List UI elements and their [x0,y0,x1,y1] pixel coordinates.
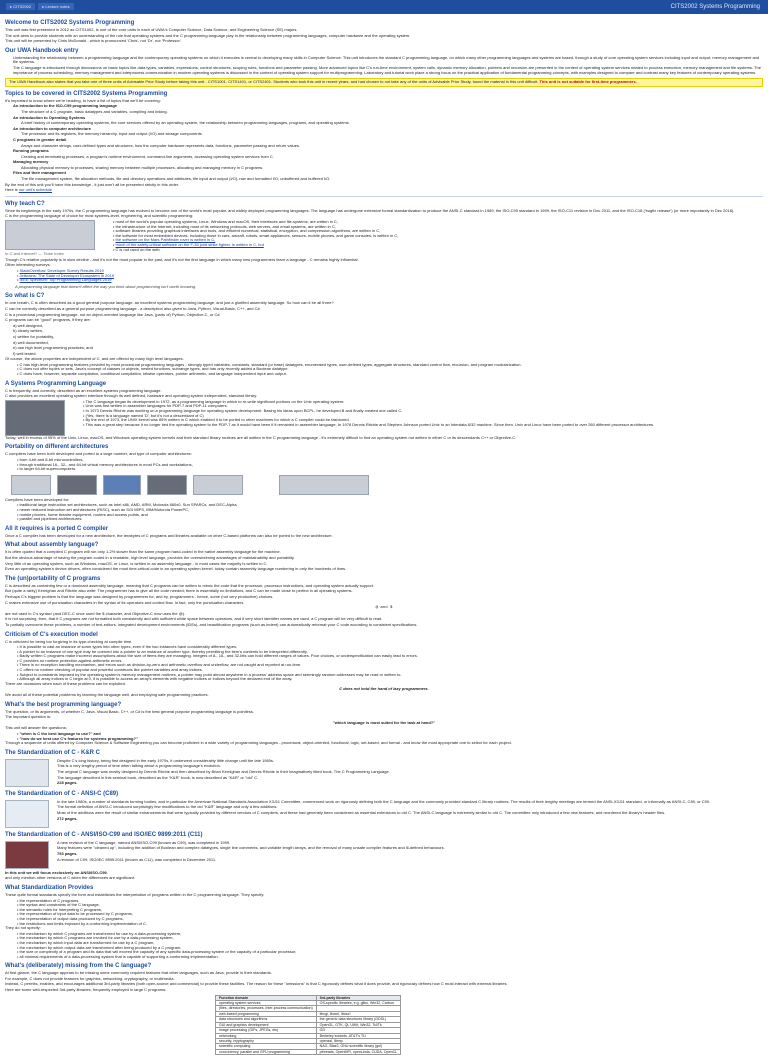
unportability-paragraph-2: But (quite a rarity) Kernighan and Ritchie also write: The programmer has to give all the code needed; there is essentially no limitations, and C can be made close to perfect in all operating systems. [5,588,353,594]
list-item: • Unix was first written in assembler languages for PDP-7 and PDP-11 computers. [83,404,654,409]
section-title-kr-c: The Standardization of C - K&R C [5,749,100,756]
section-title-why-c: Why teach C? [5,200,45,207]
microchip-image [279,475,369,495]
list-item: • through traditional 16-, 32-, and 64-bit virtual memory architectures in most PCs and workstations, [17,463,763,468]
topic-description: A brief history of contemporary operating systems, the core services offered by an operating system, the relationship between programming languages, programs, and operating systems. [21,120,350,126]
list-item: e) use high level programming practices, and [13,345,93,351]
list-item [17,278,763,283]
syslang-paragraph-2: C also provides an excellent operating system interface through its well defined, hardware and operating system independent, standard library. [5,393,258,399]
prerequisite-notice [5,78,763,87]
list-item: • parallel and pipelined architectures. [17,517,763,522]
list-item: d) well documented, [13,339,49,345]
list-item: • By the end of 1973, the UNIX kernel was 85% written in C which enabled it to be ported to other machines for which a C compiler could be fashioned. [83,418,654,423]
topics-outro: By the end of this unit you'll have this knowledge - it just won't all be presented strictly in this order. [5,181,180,187]
server-rack-image [57,475,97,495]
handbook-paragraph-1: Understanding the relationship between a programming language and the contemporary operating systems on which it executes is central to developing many skills in Computer Science. This unit introduces the standard C programming language, on which many other programming languages and systems are based, through a study of core operating system services including input and output, memory management and file systems. [13,54,760,65]
c99-paragraph-2: Many features were "cleaned up", including the addition of Boolean and complex datatypes, single line comments, and variable length arrays, and the removal of many unsafe compiler features and ill-defined behaviours. [57,845,445,851]
portability-paragraph-2: Compilers have been developed for: [5,496,70,502]
function-domain-cell: operating system services [216,1001,317,1006]
section-title-topics: Topics to be covered in CITS2002 Systems Programming [5,90,168,97]
section-title-best-language: What's the best programming language? [5,701,122,708]
criticism-paragraph-1: C is criticized for being too forgiving in its type-checking at compile time. [5,638,133,644]
schedule-link[interactable]: our unit's schedule [18,187,53,193]
table-header: Function domain [216,995,317,1000]
topic-heading: Managing memory [13,159,49,165]
library-cell: pthreads, OpenMPI, openLinda, CUDA, OpenCL [316,1049,401,1054]
missing-paragraph-4: Here are some well-respected 3rd-party libraries, frequently employed in large C programs: [5,987,167,993]
so-what-paragraph-1: In one breath, C is often described as a good general purpose language, an excellent systems programming language, and just a glorified assembly language. So how can it be all three? [5,300,334,306]
kr-c-paragraph-2: This is a very lengthy period of time when talking about a programming language's evolution. [57,763,221,769]
section-title-standardization: What Standardization Provides [5,884,94,891]
c99-text [57,841,445,869]
library-cell: GD [316,1028,401,1033]
topic-heading: An introduction to computer architecture [13,125,92,131]
ansi-book-pages: 272 pages. [57,815,78,821]
lecture-content [5,16,763,1055]
kr-c-paragraph-3: The original C language was mostly designed by Dennis Ritchie and then described by Brian Kernighan and Dennis Ritchie in their imaginatively titled book, The C Programming Language. [57,768,390,774]
topics-intro: It's important to know where we're heading, to have a list of topics that we'll be covering: [5,97,161,103]
kr-c-paragraph-1: Despite C's long history, being first designed in the early 1970s, it underwent considerably little change until the late 1980s. [57,757,275,763]
handbook-paragraph-2: The C language is introduced through discussions on basic topics like data types, variables, expressions, control structures, scoping rules, functions and parameter passing. More advanced topics like C's run-time environment, system calls, dynamic memory allocation, pointers and recursion are presented in the context of operating system services related to process execution, memory management and file systems. The importance of process scheduling, memory management and interprocess communication in modern operating systems is discussed in the context of operating system support for multiprogramming. Laboratory and tutorial work place a strong focus on the practical application of fundamental programming concepts, with examples designed to compare and contrast many key features of contemporary operating systems. [13,64,761,75]
section-title-handbook: Our UWA Handbook entry [5,47,79,54]
top-navigation-bar [0,0,768,14]
so-what-bullets [17,363,763,377]
ansi-c-paragraph-2: The formal definition of ANSI-C introduced surprisingly few modifications to the old "K&R" language and only a few additions. [57,804,278,810]
syslang-bullets [83,400,654,436]
function-domain-cell: (files, directories, processes, inter-process communication) [216,1006,317,1011]
portability-bullets-2 [17,503,763,521]
section-title-portability: Portability on different architectures [5,444,109,451]
list-item: • Subject to constraints imposed by the operating system's memory management routines, a pointer may point almost anywhere in a process' address space and seemingly random addresses may be read or written to. [17,673,763,678]
standard-omits-list [17,932,763,960]
survey-link[interactable]: Jetbrains: The State of Developer Ecosystem in 2019 [19,272,114,278]
assembly-paragraph-3: Very little of an operating system, such as Windows, macOS, or Linux, is written in an assembly language - in most cases the majority is written in C. [5,560,268,566]
topic-heading: An introduction to Operating Systems [13,114,86,120]
criticism-bullets [17,645,763,682]
topic-heading: An introduction to the ISO-C99 programming language [13,103,118,109]
topics-list [13,104,763,181]
list-item: • There is no exception handling mechanism, and errors such as division-by-zero and arithmetic overflow and underflow, are not caught and reported at run-time. [17,663,763,668]
ansi-c-text [57,800,710,828]
function-domain-cell: GUI and graphics development [216,1022,317,1027]
list-item: • Badly written C programs make incorrect assumptions about the size of items they are managing. Integers of 8-, 16-, and 32-bits can hold different ranges of values. Poor choices, or underspecification can easily lead to errors. [17,654,763,659]
why-c-row [5,220,763,252]
schedule-prefix: Here is [5,187,19,193]
unportability-paragraph-4: C makes extensive use of punctuation characters in the syntax of its operators and control flow. In fact, only the punctuation characters [5,599,244,605]
library-cell: Berkeley sockets, AT&T's TLI [316,1033,401,1038]
list-item: • Although all array indices in C begin at 0, it is possible to access an array's elements with negative indices or indices beyond the declared end of the array. [17,677,763,682]
why-c-paragraph-3: Though C's relative popularity is in slow decline - and it's not the most popular in the past, and it's not the first language in which many new programmers learn a language - C remains highly influential. [5,256,359,262]
why-c-paragraph-1: Since its beginnings in the early 1970s, the C programming language has evolved to become one of the world's most popular, and widely deployed programming languages. The language has undergone extensive formal standardization to produce the ANSI-C standard in 1989, the ISO-C99 standard in 1999, the ISO-C11 revision in Dec 2011, and the ISO-C18 ('bugfix release') (or more importantly in Dec 2018). [5,207,735,213]
missing-paragraph-3: Instead, C permits, enables, and encourages additional 3rd-party libraries (both open-source and commercial) to provide these facilities. The reason for these "omissions" is that C rigorously defines what it does provide, and rigorously defines how C must interact with external libraries. [5,981,508,987]
good-program-list [13,324,763,357]
best-language-question: "which language is most suited for the task at hand?" [332,719,436,725]
function-domain-cell: networking [216,1033,317,1038]
list-item: • to larger 64-bit supercomputers. [17,467,763,472]
welcome-paragraph-3: This unit will be presented by Chris McDonald - which is pronounced 'Chris', not 'Dr', nor 'Professor'. [5,38,182,44]
table-header: 3rd-party libraries [316,995,401,1000]
prerequisite-text: The UWA Handbook also states that you take one of three units of Advisable Prior Study before taking this unit - CITS1001, CITS1401, or CITS2401. Students who took this unit in recent years, and had chosen to not take any of the units of Advisable Prior Study, found the material in this unit difficult. [9,79,539,85]
so-what-paragraph-2: C can be correctly described as a general purpose programming language - a description also given to Java, Python, Visual-Basic, C++, and C#. [5,305,261,311]
ported-compiler-paragraph: Once a C compiler has been developed for a new architecture, the terabytes of C programs and libraries available on other C-based platforms can also be ported to the new architecture. [5,532,333,538]
list-item: • the restrictions and limits imposed by a conforming implementation of C. [17,922,763,927]
function-domain-cell: security, cryptography [216,1038,317,1043]
list-item: • A pointer to an instance of one type may be coerced into a pointer to an instance of another type, thereby permitting the item's contents to be interpreted differently. [17,650,763,655]
best-language-paragraph-3: This unit will answer the questions: [5,725,67,731]
list-item: f) well tested. [13,350,37,356]
section-title-missing: What's (deliberately) missing from the C language? [5,963,152,970]
list-item: a) well designed, [13,322,44,328]
kr-book-pages: 228 pages. [57,780,78,786]
list-item: • the mechanism by which C programs are invoked for use by a data-processing system, [17,936,763,941]
ansi-c-paragraph-3: Most of the additions were the result of similar enhancements that were typically provided by different vendors of C compilers, and these had generally been considered as essential extensions to old C. The ANSI-C language is extremely similar to old C. The committee only introduced a few new features, and reordered the library's header files. [57,809,666,815]
unportability-paragraph-3: Perhaps C's biggest problem is that the language was designed by programmers for, and by, programmers - hence, some (not very productive) choices. [5,593,274,599]
so-what-paragraph-4: C programs can be "good" programs, if they are: [5,317,91,323]
list-item: • "when is C the best language to use?" and [17,732,763,737]
laptop-image [193,475,243,495]
topic-description: The processor and its registers, the memory hierarchy, input and output (I/O) and storage components. [21,131,203,137]
section-title-criticism: Criticism of C's execution model [5,631,98,638]
library-cell: libcgi, libxml, libcurl [316,1011,401,1016]
topic-description: Arrays and character strings, user-defined types and structures, how the computer hardware represents data, functions, parameter passing and return values. [21,142,301,148]
missing-paragraph-2: For example, C does not provide features for graphics, networking, cryptography, or multimedia. [5,975,175,981]
focus-statement: In this unit we will focus exclusively on ANSI/ISO-C99. [5,869,108,875]
perlis-quote: A programming language that doesn't affect the way you think about programming isn't worth knowing. [15,283,197,289]
kr-c-text [57,759,390,787]
so-what-paragraph-3: C is a procedural programming language, not an object-oriented language like Java, (parts of) Python, Objective-C, or C#. [5,311,221,317]
ritchie-thompson-photo [5,400,65,436]
list-item: • newer reduced instruction set architectures (RISC), such as SGI MIPS, IBM/Motorola PowerPC, [17,508,763,513]
image-credit: In C and Internet? — Tiobe Index [5,251,64,257]
list-item: • This was a great step because it no longer tied the operating system to the PDP-7 as it would have been if it remained in assembler language. In 1976 Dennis Ritchie and Stephen Johnson ported Unix to an Interdata 8/32 machine. Since then, Unix and Linux have been ported to over 260 different processor architectures. [83,423,654,428]
list-item: • C is not used on the web. [113,248,398,253]
list-item: • C does not offer tuples or sets, Java's concept of classes or objects, nested functions, subrange types, and has only recently added a Boolean datatype. [17,367,763,372]
library-cell: NAG, Blas3, GNU scientific library (gsl) [316,1044,401,1049]
list-item: • "how do we best use C's features for systems programming?" [17,737,763,742]
list-item: • most of the world's popular operating systems, Linux, Windows and macOS, their interfaces and file-systems, are written in C, [113,220,398,225]
c99-paragraph-1: A new revision of the C language, named ANSI/ISO-C99 (known as C99), was completed in 1999. [57,839,231,845]
list-item: • the syntax and constraints of the C language, [17,903,763,908]
ansi-book-cover [5,800,49,828]
list-item: • The C language began its development in 1972, as a programming language in which to re-write significant portions on the Unix operating system: [83,400,654,405]
list-item: • software libraries providing graphical interfaces and tools, and efficient numerical, statistical, encryption, and compression algorithms, are written in C, [113,229,398,234]
schedule-line [5,188,763,193]
ansi-c-row [5,800,763,828]
list-item: • traditional large instruction set architectures, such as Intel x86, AMD, ARM, Motorola 680x0, Sun SPARCs, and DEC-Alpha, [17,503,763,508]
section-divider [5,196,763,197]
list-item: b) clearly written, [13,328,44,334]
c99-paragraph-3: A revision of C99, ISO/IEC 9899:2011 (known as C11), was completed in December 2011. [57,856,217,862]
list-item: • the size or complexity of a program and its data that will exceed the capacity of any specific data-processing system or the capacity of a particular processor, [17,950,763,955]
list-item: • from 4-bit and 8-bit microcontrollers, [17,458,763,463]
function-domain-cell: image processing (GIFs, JPEGs, etc) [216,1028,317,1033]
list-item: • the representation of output data produced by C programs, [17,917,763,922]
list-item: • the representation of C programs, [17,899,763,904]
standardization-paragraph-1: These quite formal standards specify the form and establishes the interpretation of programs written in the C programming language. They specify: [5,891,265,897]
criticism-paragraph-2: There are occasions when each of these problems can be exploited. [5,680,126,686]
section-title-assembly: What about assembly language? [5,542,99,549]
topic-description: Creating and terminating processes, a program's runtime environment, command-line arguments, accessing operating system services from C. [21,153,274,159]
hardware-images [11,475,763,495]
assembly-paragraph-1: It is often quoted that a compiled C program will run only 1-2% slower than the same program hand-coded in the native assembly language for the machine. [5,549,281,555]
function-domain-cell: concurrency, parallel and GPU programming [216,1049,317,1054]
survey-link[interactable]: IEEE Spectrum: Top Programming Languages 2019 [19,277,112,283]
why-c-bullets [113,220,398,252]
section-title-ported-compiler: All it requires is a ported C compiler [5,525,109,532]
c99-book-pages: 753 pages. [57,850,78,856]
list-item: • the mechanism by which C programs are transformed for use by a data-processing system, [17,932,763,937]
list-item: • mobile phones, home theatre equipment, routers and access points, and [17,513,763,518]
router-image [103,475,141,495]
breadcrumb-link-unit[interactable]: ▸ CITS2002 [6,3,35,10]
topic-description: The file management system, file allocation methods, file and directory operations and attributes, file input and output (I/O), raw and formatted I/O, unbuffered and buffered I/O. [21,176,331,182]
function-domain-cell: data structures and algorithms [216,1017,317,1022]
list-item: • C provides no runtime protection against arithmetic errors. [17,659,763,664]
table-row [216,1049,401,1054]
library-cell: OpenGL, GTK, Qt, UIKit, Win32, Tcl/Tk [316,1022,401,1027]
function-domain-cell: web-based programming [216,1011,317,1016]
phone-image [147,475,187,495]
unportability-paragraph-6: It is not surprising, then, that if C programs are not formatted both consistently and with sufficient white space between operators, and if very short identifier names are used, a C program will be very difficult to read. [5,616,383,622]
list-item: • the semantic rules for interpreting C programs, [17,908,763,913]
so-what-paragraph-5: Of course, the above properties are independent of C, and are offered by many high level languages. [5,356,184,362]
kr-book-cover [5,759,49,787]
list-item: • the software for most embedded devices, including those in cars, aircraft, robots, smart appliances, sensors, mobile phones, and game consoles, is written in C, [113,234,398,239]
standard-specifies-list [17,899,763,927]
kr-c-row [5,759,763,787]
criticism-paragraph-3: We avoid all of these potential problems by learning the language well, and employing safe programming practices. [5,692,209,698]
syslang-row [5,400,763,436]
prerequisite-warning: This unit is not suitable for first-time programmers. [539,79,637,85]
assembly-paragraph-4: Even an operating system's device drivers, often considered the most time-critical code in an operating system kernel, today contain assembly language numbering in only the hundreds of lines. [5,566,347,572]
topic-heading: Running programs [13,148,49,154]
focus-note: and only mention other versions of C when the differences are significant. [5,875,135,881]
unportability-paragraph-5: are not used in C's syntax! (and DEC-C once used the $ character, and Objective-C now uses the @). [5,610,186,616]
c99-book-cover [5,841,49,869]
breadcrumb-link-lectures[interactable]: ▸ Lecture notes [38,3,73,10]
function-domain-cell: scientific computing [216,1044,317,1049]
ansi-c-paragraph-1: In the late 1980s, a number of standards forming bodies, and in particular the American National Standards Association X3J11 Committee, commenced work on rigorously defining both the C language and the commonly provided standard C library routines. The results of their lengthy meetings are termed the ANSI-X3J11 standard, or informally as ANSI-C, C89, or C90. [57,798,711,804]
criticism-emphasis: C does not hold the hand of lazy programmers. [339,686,429,692]
syslang-paragraph-3: Today, well in excess of 95% of the Unix, Linux, macOS, and Windows operating system kernels and their standard library routines are all written in the C programming language - it's extremely difficult to find an operating system not written in either C or its descendants C++ or Objective-C. [5,434,517,440]
f35-link[interactable]: much of the safety-critical software on the F-35 joint strike fighter, is written in C, but [115,242,264,247]
course-title: CITS2002 Systems Programming [670,4,760,10]
third-party-libraries-table [215,995,401,1055]
section-title-so-what: So what is C? [5,293,45,300]
section-title-c99: The Standardization of C - ANSI/ISO-C99 and ISO/IEC 9899:2011 (C11) [5,831,203,838]
best-language-paragraph-1: The question, or its arguments, of whether C, Java, Visual Basic, C++, or C# is the best general purpose programming language is pointless. [5,708,254,714]
section-title-ansi-c: The Standardization of C - ANSI-C (C89) [5,790,119,797]
library-cell: OS-specific libraries, e.g. glibc, Win32, Carbon [316,1001,401,1006]
topic-heading: Files and their management [13,170,66,176]
syslang-paragraph-1: C is frequently, and correctly, described as an excellent systems programming language. [5,387,162,393]
c99-row [5,841,763,869]
popularity-chart-image [5,220,95,250]
list-item: • C offers no runtime checking of popular and powerful constructs like pointer variables and array indices. [17,668,763,673]
surveys-intro: Other interesting surveys: [5,262,51,268]
missing-paragraph-1: At first glance, the C language appears to be missing some commonly required features that other languages, such as Java, provide in their standards. [5,970,272,976]
standardization-paragraph-2: They do not specify: [5,925,41,931]
unportability-paragraph-7: To partially overcome these problems, a number of text-editors, integrated development environments (IDEs), and beautification programs (such as indent) can automatically reformat your C code according to consistent specifications. [5,621,418,627]
breadcrumb [6,3,166,11]
list-item: • In 1973 Dennis Ritchie was working on a programming language for operating system development. Basing his ideas upon BCPL, he developed B and finally created one called C. [83,409,654,414]
pathfinder-link[interactable]: the software on the Mars Pathfinder rover is written in C, [115,237,216,243]
table-body [216,1001,401,1055]
survey-link[interactable]: StackOverflow: Developer Survey Results 2019 [19,267,104,273]
welcome-paragraph-2: The unit aims to provide students with an understanding of the role that operating systems and the C programming language play in the relationship between programming languages, computer hardware and the operating system. [5,32,411,38]
kr-c-paragraph-4: The language described in this seminal book, described as the "K&R" book, is now described as "K&R" or "old" C. [57,774,259,780]
list-item: • C does have, however, separate compilation, conditional compilation, bitwise operators, pointer arithmetic, and language independent input and output. [17,372,763,377]
list-item: • (Yes, there is a language named 'D', but it's not a descendant of C) [83,414,654,419]
welcome-paragraph-1: This unit was first presented in 2012 as CITS1002, is one of the core units in each of UWA's Computer Science, Data Science, and Engineering Science (SE) majors. [5,27,298,32]
topic-heading: C programs in greater detail [13,136,67,142]
library-cell: the generic data structures library (GDSL) [316,1017,401,1022]
portability-bullets [17,458,763,472]
why-c-paragraph-2: C is the programming language of choice for most systems-level, engineering, and scientific programming: [5,213,194,219]
portability-paragraph-1: C compilers have been both developed and ported to a large number, and type of computer architectures: [5,451,192,457]
list-item: • the mechanism by which output data are transformed after being produced by a C program, [17,946,763,951]
unportability-paragraph-1: C is described as containing few or a dominant assembly language, meaning that C programs can be written to mimic the code that the processor, processor instructions, and operating system actually support. [5,582,375,588]
assembly-paragraph-2: But the obvious advantage of having the program coded in a readable, high level language, provides the overwhelming advantages of maintainability and portability. [5,554,295,560]
section-title-welcome: Welcome to CITS2002 Systems Programming [5,20,135,26]
list-item: c) written for portability, [13,333,55,339]
section-title-unportability: The (un)portability of C programs [5,575,101,582]
raspberry-pi-image [11,475,51,495]
best-language-paragraph-4: Through a sequence of units offered by Computer Science & Software Engineering you can become proficient in a wide variety of programming languages - procedural, object-oriented, functional, logic, set-based, and formal - and know the most appropriate one to select for each project. [5,740,512,746]
list-item: • the infrastructure of the Internet, including most of its networking protocols, web servers, and email systems, are written in C, [113,225,398,230]
list-item: • all minimal requirements of a data-processing system that is capable of supporting a conforming implementation. [17,955,763,960]
list-item: • the mechanism by which input data are transformed for use by a C program, [17,941,763,946]
library-cell: openssl, libmp [316,1038,401,1043]
section-title-systems-language: A Systems Programming Language [5,380,107,387]
list-item: • C has high-level programming features provided by most procedural programming languages - strongly typed variables, constants, standard (or base) datatypes, enumerated types, user-defined types, aggregate structures, standard control flow, recursion, and program modularization. [17,363,763,368]
list-item: • It is possible to cast an instance of some types into other types, even if the two instances have considerably different types. [17,645,763,650]
survey-links [17,269,763,283]
topic-description: Allocating physical memory to processes, sharing memory between multiple processes, allocating and managing memory in C programs. [21,164,264,170]
list-item: • the representation of input data to be processed by C programs, [17,912,763,917]
unused-characters: @ and $ [375,606,393,611]
topic-description: The structure of a C program, basic datatypes and variables, compiling and linking. [21,108,168,114]
best-language-paragraph-2: The important question is: [5,714,52,720]
